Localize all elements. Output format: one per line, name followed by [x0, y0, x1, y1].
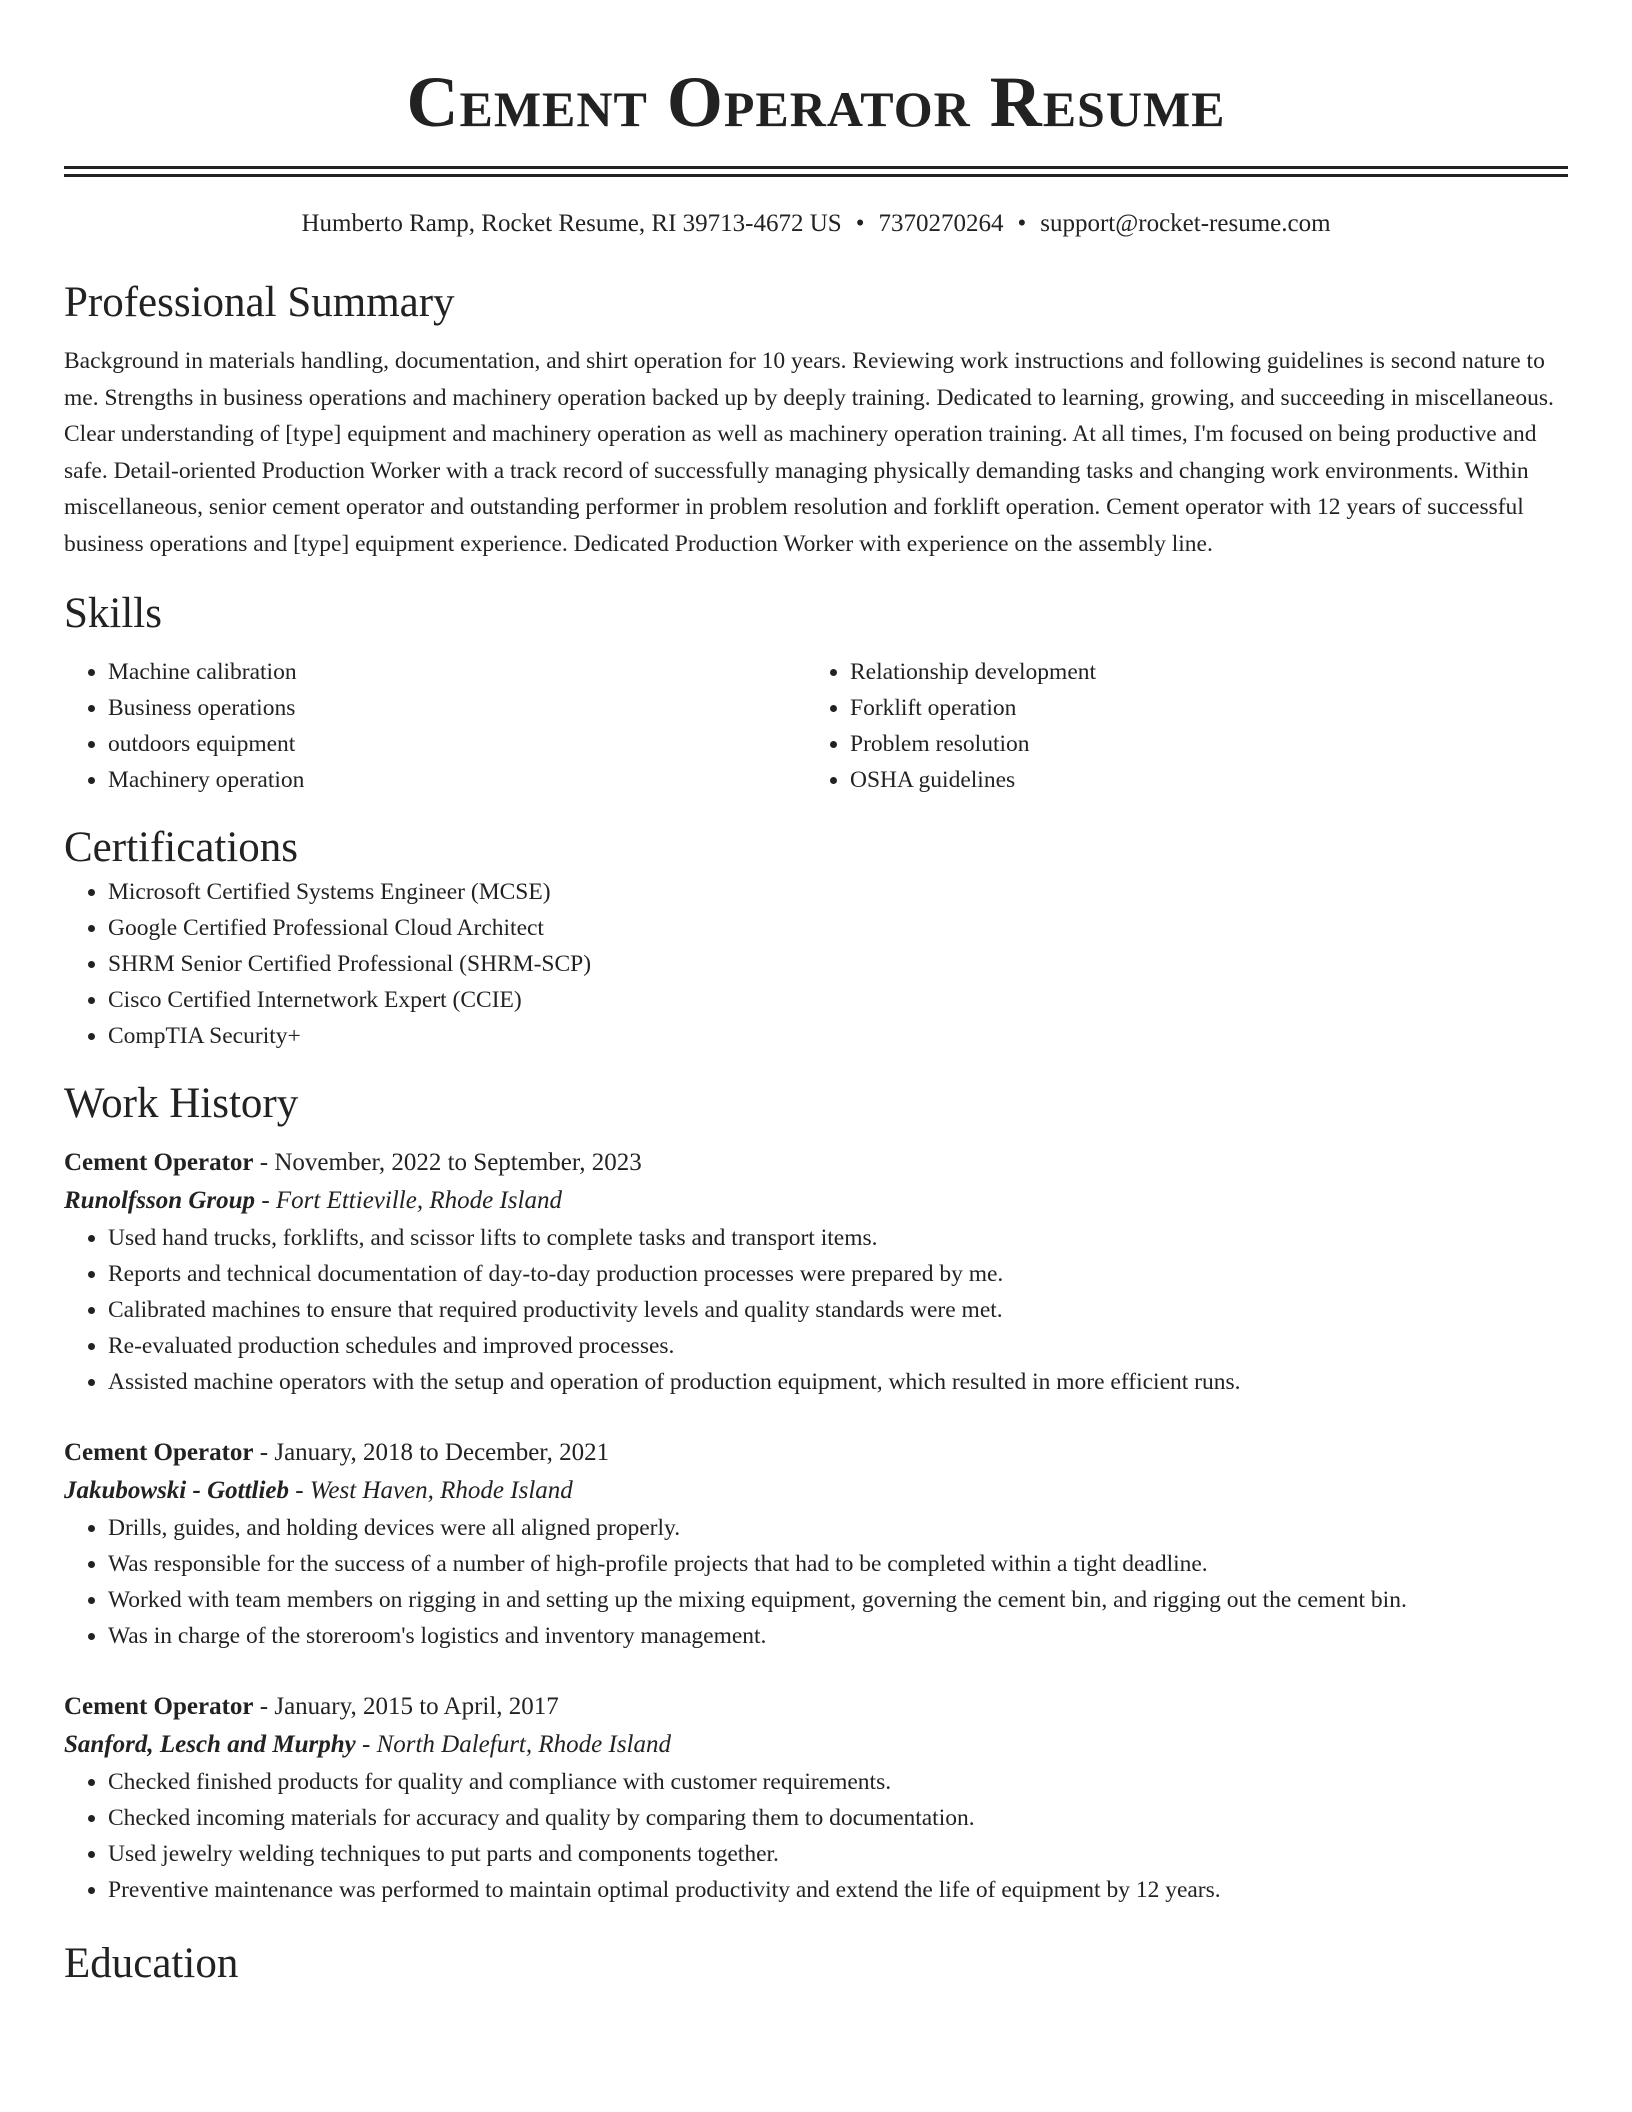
job-title-line: [64, 1688, 1568, 1726]
job-entry: [64, 1434, 1568, 1654]
section-heading-skills: Skills: [64, 590, 162, 637]
job-title: Cement Operator: [64, 1149, 254, 1176]
dash-separator: -: [253, 1439, 275, 1466]
contact-line: [64, 207, 1568, 241]
duty-item: • Calibrated machines to ensure that required productivity levels and quality standards were met.: [108, 1292, 1568, 1328]
title-divider: [64, 166, 1568, 177]
duty-item: • Was responsible for the success of a number of high-profile projects that had to be completed within a tight deadline.: [108, 1546, 1568, 1582]
duty-item: • Was in charge of the storeroom's logistics and inventory management.: [108, 1618, 1568, 1654]
job-company-line: [64, 1472, 1568, 1510]
dash-separator: -: [253, 1693, 275, 1720]
skills-list-right: [806, 654, 1548, 798]
skill-item: • Machine calibration: [108, 654, 806, 690]
certification-item: • Google Certified Professional Cloud Architect: [108, 910, 1568, 946]
job-title-line: [64, 1144, 1568, 1182]
job-dates: January, 2018 to December, 2021: [274, 1439, 610, 1466]
duty-item: • Assisted machine operators with the setup and operation of production equipment, which resulted in more efficient runs.: [108, 1364, 1568, 1400]
job-title: Cement Operator: [64, 1439, 254, 1466]
duty-item: • Worked with team members on rigging in and setting up the mixing equipment, governing the cement bin, and rigging out the cement bin.: [108, 1582, 1568, 1618]
job-location: Fort Ettieville, Rhode Island: [275, 1187, 562, 1214]
bullet-separator: •: [1017, 210, 1027, 237]
section-heading-summary: Professional Summary: [64, 279, 455, 326]
section-heading-education: Education: [64, 1940, 239, 1987]
certification-item: • Cisco Certified Internetwork Expert (CCIE): [108, 982, 1568, 1018]
certifications-list: [64, 874, 1568, 1054]
job-company-line: [64, 1726, 1568, 1764]
duty-item: • Preventive maintenance was performed to maintain optimal productivity and extend the life of equipment by 12 years.: [108, 1872, 1568, 1908]
certification-item: • SHRM Senior Certified Professional (SHRM-SCP): [108, 946, 1568, 982]
job-duties-list: [64, 1764, 1568, 1908]
dash-separator: -: [289, 1477, 310, 1504]
skill-item: • outdoors equipment: [108, 726, 806, 762]
duty-item: • Re-evaluated production schedules and improved processes.: [108, 1328, 1568, 1364]
duty-item: • Used hand trucks, forklifts, and scissor lifts to complete tasks and transport items.: [108, 1220, 1568, 1256]
dash-separator: -: [355, 1731, 377, 1758]
dash-separator: -: [255, 1187, 276, 1214]
job-dates: November, 2022 to September, 2023: [274, 1149, 642, 1176]
job-company: Runolfsson Group: [64, 1187, 256, 1214]
bullet-separator: •: [855, 210, 865, 237]
skill-item: • OSHA guidelines: [850, 762, 1548, 798]
resume-title: Cement Operator Resume: [406, 62, 1226, 142]
skill-item: • Machinery operation: [108, 762, 806, 798]
resume-page: [64, 0, 1568, 1990]
job-company-line: [64, 1182, 1568, 1220]
duty-item: • Checked finished products for quality and compliance with customer requirements.: [108, 1764, 1568, 1800]
skill-item: • Business operations: [108, 690, 806, 726]
job-title: Cement Operator: [64, 1693, 254, 1720]
job-location: West Haven, Rhode Island: [309, 1477, 573, 1504]
skills-grid: [64, 654, 1568, 798]
duty-item: • Used jewelry welding techniques to put parts and components together.: [108, 1836, 1568, 1872]
job-entry: [64, 1144, 1568, 1400]
job-duties-list: [64, 1510, 1568, 1654]
duty-item: • Drills, guides, and holding devices were all aligned properly.: [108, 1510, 1568, 1546]
dash-separator: -: [253, 1149, 275, 1176]
job-entry: [64, 1688, 1568, 1908]
job-location: North Dalefurt, Rhode Island: [376, 1731, 671, 1758]
skill-item: • Forklift operation: [850, 690, 1548, 726]
job-duties-list: [64, 1220, 1568, 1400]
duty-item: • Reports and technical documentation of day-to-day production processes were prepared by me.: [108, 1256, 1568, 1292]
certification-item: • Microsoft Certified Systems Engineer (MCSE): [108, 874, 1568, 910]
job-company: Jakubowski - Gottlieb: [64, 1477, 290, 1504]
summary-paragraph: Background in materials handling, documentation, and shirt operation for 10 years. Reviewing work instructions and following guidelines is second nature to me. Strengths in business operations and machinery operation backed up by deeply training. Dedicated to learning, growing, and succeeding in miscellaneous. Clear understanding of [type] equipment and machinery operation as well as machinery operation training. At all times, I'm focused on being productive and safe. Detail-oriented Production Worker with a track record of successfully managing physically demanding tasks and changing work environments. Within miscellaneous, senior cement operator and outstanding performer in problem resolution and forklift operation. Cement operator with 12 years of successful business operations and [type] equipment experience. Dedicated Production Worker with experience on the assembly line.: [64, 348, 1554, 557]
contact-email: support@rocket-resume.com: [1040, 210, 1331, 237]
job-dates: January, 2015 to April, 2017: [274, 1693, 559, 1720]
skills-list-left: [64, 654, 806, 798]
job-title-line: [64, 1434, 1568, 1472]
contact-address: Humberto Ramp, Rocket Resume, RI 39713-4672 US: [301, 210, 842, 237]
contact-phone: 7370270264: [878, 210, 1004, 237]
certification-item: • CompTIA Security+: [108, 1018, 1568, 1054]
section-heading-work-history: Work History: [64, 1080, 299, 1127]
duty-item: • Checked incoming materials for accuracy and quality by comparing them to documentation.: [108, 1800, 1568, 1836]
job-company: Sanford, Lesch and Murphy: [64, 1731, 356, 1758]
skill-item: • Relationship development: [850, 654, 1548, 690]
section-heading-certifications: Certifications: [64, 824, 299, 871]
skill-item: • Problem resolution: [850, 726, 1548, 762]
